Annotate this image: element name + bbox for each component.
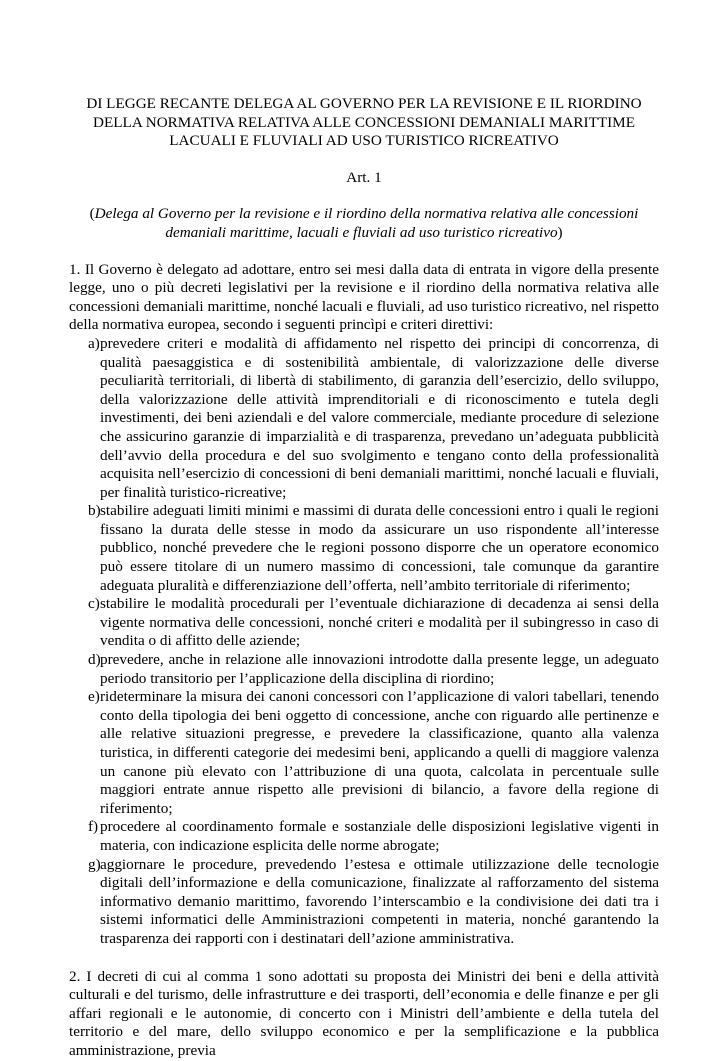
criteria-text: rideterminare la misura dei canoni concessori con l’applicazione di valori tabellari, tenendo conto della tipologia dei beni oggetto di concessione, anche con riguardo alle pertinenze e alle relative situazioni pregresse, e prevedere la classificazione, quanto alla valenza turistica, in differenti categorie dei medesimi beni, applicando a quelli di maggiore valenza un canone più elevato con l’attribuzione di una quota, calcolata in percentuale sulle maggiori entrate annue rispetto alle previsioni di bilancio, a favore della regione di riferimento; — [100, 688, 659, 817]
paragraph-1: 1. Il Governo è delegato ad adottare, entro sei mesi dalla data di entrata in vigore della presente legge, uno o più decreti legislativi per la revisione e il riordino della normativa relativa alle concessioni demaniali marittime, nonché lacuali e fluviali, ad uso turistico ricreativo, nel rispetto della normativa europea, secondo i seguenti princìpi e criteri direttivi: — [69, 260, 659, 334]
subtitle-text: Delega al Governo per la revisione e il riordino della normativa relativa alle concessioni demaniali marittime, lacuali e fluviali ad uso turistico ricreativo — [94, 205, 639, 241]
criteria-item-c — [69, 595, 659, 651]
criteria-text: prevedere criteri e modalità di affidamento nel rispetto dei principi di concorrenza, di qualità paesaggistica e di sostenibilità ambientale, di valorizzazione delle diverse peculiarità territoriali, di libertà di stabilimento, di garanzia dell’esercizio, dello sviluppo, della valorizzazione delle attività imprenditoriali e di riconoscimento e tutela degli investimenti, dei beni aziendali e del valore commerciale, mediante procedure di selezione che assicurino garanzie di imparzialità e di trasparenza, prevedano un’adeguata pubblicità dell’avvio della procedura e del suo svolgimento e tengano conto della professionalità acquisita nell’esercizio di concessioni di beni demaniali marittimi, nonché lacuali e fluviali, per finalità turistico-ricreative; — [100, 334, 659, 501]
criteria-list — [69, 335, 659, 949]
criteria-text: procedere al coordinamento formale e sostanziale delle disposizioni legislative vigenti in materia, con indicazione esplicita delle norme abrogate; — [100, 818, 659, 854]
paragraph-2: 2. I decreti di cui al comma 1 sono adottati su proposta dei Ministri dei beni e della attività culturali e del turismo, delle infrastrutture e dei trasporti, dell’economia e delle finanze e per gli affari regionali e le autonomie, di concerto con i Ministri dell’ambiente e della tutela del territorio e del mare, dello sviluppo economico e per la semplificazione e la pubblica amministrazione, previa — [69, 967, 659, 1059]
criteria-item-f — [69, 818, 659, 855]
criteria-item-d — [69, 651, 659, 688]
criteria-item-b — [69, 502, 659, 595]
subtitle-open-paren: ( — [89, 205, 95, 223]
criteria-mark: g) — [88, 855, 101, 873]
criteria-item-a — [69, 335, 659, 502]
criteria-text: stabilire le modalità procedurali per l’eventuale dichiarazione di decadenza ai sensi della vigente normativa delle concessioni, nonché criteri e modalità per il subingresso in caso di vendita o di affitto delle aziende; — [100, 595, 659, 650]
criteria-mark: b) — [88, 502, 101, 520]
criteria-mark: e) — [88, 688, 100, 706]
criteria-mark: d) — [88, 651, 101, 669]
criteria-text: stabilire adeguati limiti minimi e massimi di durata delle concessioni entro i quali le regioni fissano la durata delle stesse in modo da assicurare un uso rispondente all’interesse pubblico, nonché prevedere che le regioni possono disporre che un operatore economico può essere titolare di un numero massimo di concessioni, tale comunque da garantire adeguata pluralità e differenziazione dell’offerta, nell’ambito territoriale di riferimento; — [100, 502, 659, 594]
criteria-text: aggiornare le procedure, prevedendo l’estesa e ottimale utilizzazione delle tecnologie digitali dell’informazione e della comunicazione, finalizzate al rafforzamento del sistema informativo demanio marittimo, favorendo l’interscambio e la condivisione dei dati tra i sistemi informatici delle Amministrazioni competenti in materia, nonché garantendo la trasparenza dei rapporti con i destinatari dell’azione amministrativa. — [100, 855, 659, 947]
article-subtitle — [69, 205, 659, 242]
criteria-mark: c) — [88, 595, 100, 613]
criteria-text: prevedere, anche in relazione alle innovazioni introdotte dalla presente legge, un adeguato periodo transitorio per l’applicazione della disciplina di riordino; — [100, 651, 659, 687]
criteria-mark: f) — [88, 818, 99, 836]
criteria-item-e — [69, 688, 659, 818]
criteria-mark: a) — [88, 334, 100, 352]
document-title: DI LEGGE RECANTE DELEGA AL GOVERNO PER LA REVISIONE E IL RIORDINO DELLA NORMATIVA RELATIVA ALLE CONCESSIONI DEMANIALI MARITTIME LACUALI E FLUVIALI AD USO TURISTICO RICREATIVO — [86, 95, 642, 150]
subtitle-close-paren: ) — [557, 223, 563, 241]
article-heading: Art. 1 — [346, 168, 382, 186]
criteria-item-g — [69, 856, 659, 949]
